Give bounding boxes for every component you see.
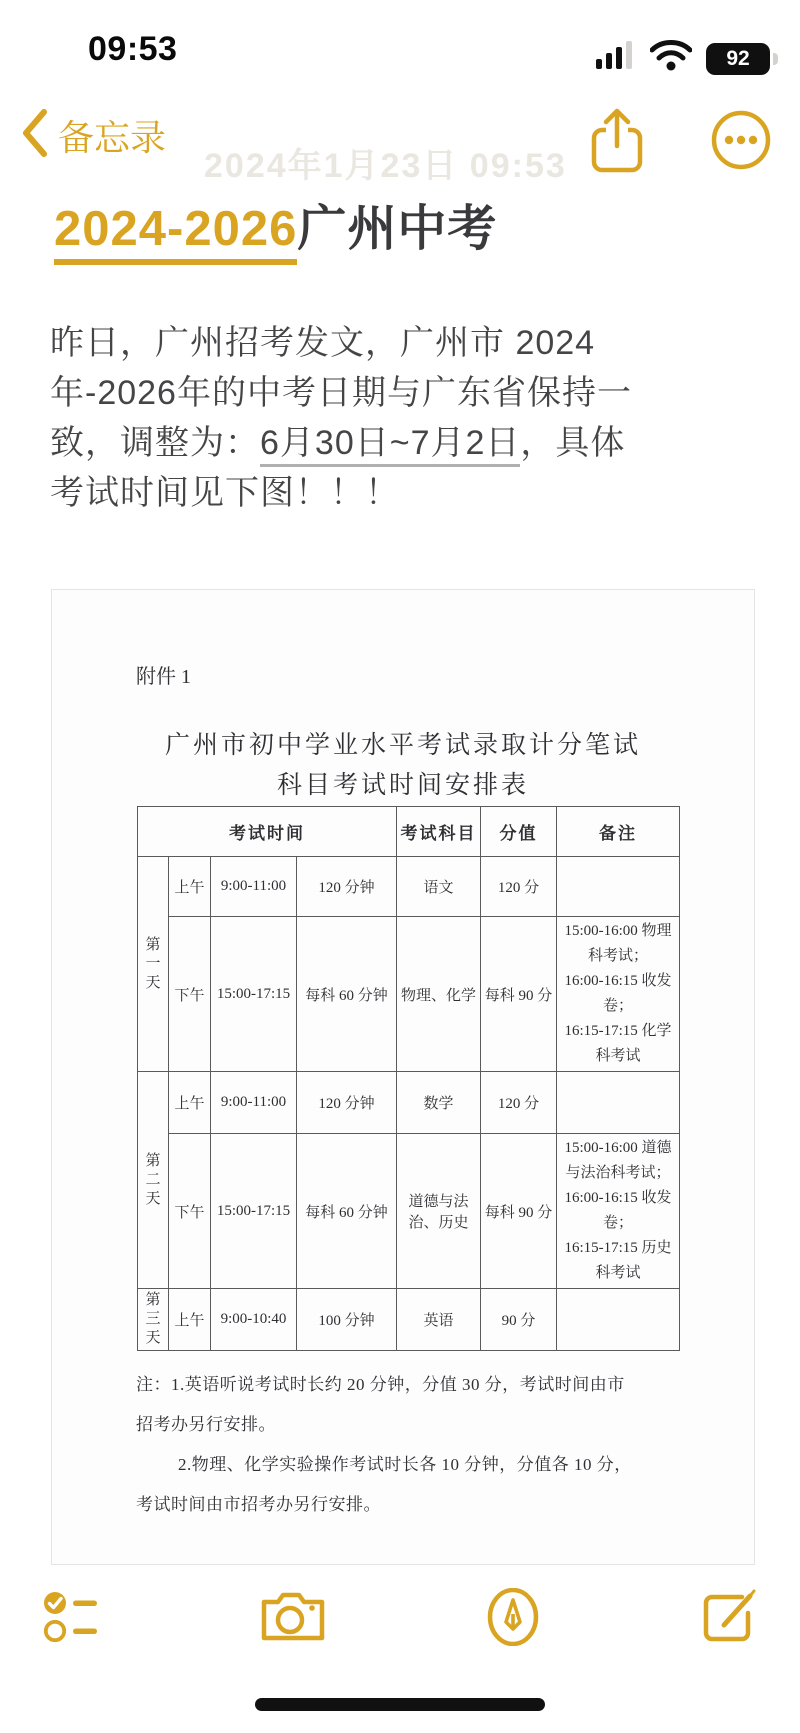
note-cell: 15:00-16:00 物理科考试； 16:00-16:15 收发卷； 16:15-17:15 化学科考试 bbox=[557, 917, 680, 1072]
exam-schedule-table bbox=[137, 806, 680, 1351]
back-button[interactable] bbox=[20, 108, 166, 163]
body-line: 年-2026年的中考日期与广东省保持一 bbox=[50, 374, 632, 412]
note-title-rest: 广州中考 bbox=[297, 202, 498, 256]
body-line: 昨日，广州招考发文，广州市 2024 bbox=[50, 324, 596, 362]
duration-cell: 每科 60 分钟 bbox=[297, 917, 397, 1072]
camera-icon[interactable] bbox=[260, 1590, 326, 1644]
subject-cell: 物理、化学 bbox=[397, 917, 481, 1072]
attachment-doc-title: 广州市初中学业水平考试录取计分笔试 科目考试时间安排表 bbox=[164, 732, 641, 799]
table-header-row bbox=[138, 807, 680, 857]
score-cell: 120 分 bbox=[481, 857, 557, 917]
time-cell: 9:00-11:00 bbox=[211, 857, 297, 917]
header-subject: 考试科目 bbox=[397, 807, 481, 857]
time-cell: 15:00-17:15 bbox=[211, 917, 297, 1072]
note-cell bbox=[557, 1289, 680, 1351]
attachment-label: 附件 1 bbox=[136, 666, 191, 688]
table-row bbox=[138, 857, 680, 917]
note-date-faded: 2024年1月23日 09:53 bbox=[204, 147, 567, 185]
wifi-icon bbox=[650, 40, 692, 77]
time-cell: 9:00-11:00 bbox=[211, 1072, 297, 1134]
subject-cell: 道德与法 治、历史 bbox=[397, 1134, 481, 1289]
header-exam-time: 考试时间 bbox=[138, 807, 397, 857]
day-label: 第一天 bbox=[138, 857, 169, 1072]
body-line: 致，调整为：6月30日~7月2日，具体 bbox=[50, 418, 750, 468]
footnote-line: 招考办另行安排。 bbox=[136, 1415, 276, 1434]
status-bar bbox=[0, 0, 800, 80]
session-cell: 上午 bbox=[169, 857, 211, 917]
share-icon[interactable] bbox=[590, 106, 644, 174]
footnote-line: 注：1.英语听说考试时长约 20 分钟，分值 30 分，考试时间由市 bbox=[136, 1375, 625, 1394]
session-cell: 上午 bbox=[169, 1072, 211, 1134]
back-chevron-icon bbox=[20, 108, 48, 163]
note-title bbox=[54, 190, 497, 260]
note-cell: 15:00-16:00 道德与法治科考试； 16:00-16:15 收发卷； 16:15-17:15 历史科考试 bbox=[557, 1134, 680, 1289]
score-cell: 120 分 bbox=[481, 1072, 557, 1134]
compose-icon[interactable] bbox=[700, 1587, 760, 1647]
battery-percent: 92 bbox=[726, 46, 750, 70]
session-cell: 下午 bbox=[169, 917, 211, 1072]
session-cell: 下午 bbox=[169, 1134, 211, 1289]
duration-cell: 120 分钟 bbox=[297, 857, 397, 917]
score-cell: 每科 90 分 bbox=[481, 1134, 557, 1289]
subject-cell: 数学 bbox=[397, 1072, 481, 1134]
cellular-signal-icon bbox=[596, 41, 636, 76]
body-line: 考试时间见下图！！！ bbox=[50, 474, 400, 512]
back-button-label: 备忘录 bbox=[58, 117, 167, 158]
table-row bbox=[138, 917, 680, 1072]
duration-cell: 120 分钟 bbox=[297, 1072, 397, 1134]
table-row bbox=[138, 1289, 680, 1351]
markup-pen-icon[interactable] bbox=[486, 1588, 540, 1646]
footnote-line: 考试时间由市招考办另行安排。 bbox=[136, 1495, 381, 1514]
header-score: 分值 bbox=[481, 807, 557, 857]
note-title-highlight: 2024-2026 bbox=[54, 202, 297, 265]
attached-schedule-image[interactable] bbox=[51, 589, 755, 1565]
checklist-icon[interactable] bbox=[42, 1589, 100, 1645]
table-row bbox=[138, 1134, 680, 1289]
note-cell bbox=[557, 857, 680, 917]
battery-icon bbox=[706, 43, 770, 75]
duration-cell: 100 分钟 bbox=[297, 1289, 397, 1351]
day-label: 第三天 bbox=[138, 1289, 169, 1351]
subject-cell: 语文 bbox=[397, 857, 481, 917]
status-icons bbox=[596, 40, 770, 77]
table-row bbox=[138, 1072, 680, 1134]
score-cell: 90 分 bbox=[481, 1289, 557, 1351]
duration-cell: 每科 60 分钟 bbox=[297, 1134, 397, 1289]
footnote-line: 2.物理、化学实验操作考试时长各 10 分钟，分值各 10 分， bbox=[178, 1455, 632, 1474]
session-cell: 上午 bbox=[169, 1289, 211, 1351]
score-cell: 每科 90 分 bbox=[481, 917, 557, 1072]
more-ellipsis-icon[interactable] bbox=[710, 109, 772, 171]
nav-actions bbox=[590, 106, 772, 174]
bottom-toolbar bbox=[0, 1582, 800, 1652]
day-label: 第二天 bbox=[138, 1072, 169, 1289]
note-cell bbox=[557, 1072, 680, 1134]
time-cell: 9:00-10:40 bbox=[211, 1289, 297, 1351]
status-time: 09:53 bbox=[88, 30, 178, 68]
table-footnotes bbox=[136, 1365, 698, 1525]
underlined-date-range: 6月30日~7月2日 bbox=[260, 424, 520, 467]
subject-cell: 英语 bbox=[397, 1289, 481, 1351]
note-body-text[interactable] bbox=[50, 318, 750, 518]
home-indicator[interactable] bbox=[255, 1698, 545, 1711]
time-cell: 15:00-17:15 bbox=[211, 1134, 297, 1289]
header-notes: 备注 bbox=[557, 807, 680, 857]
